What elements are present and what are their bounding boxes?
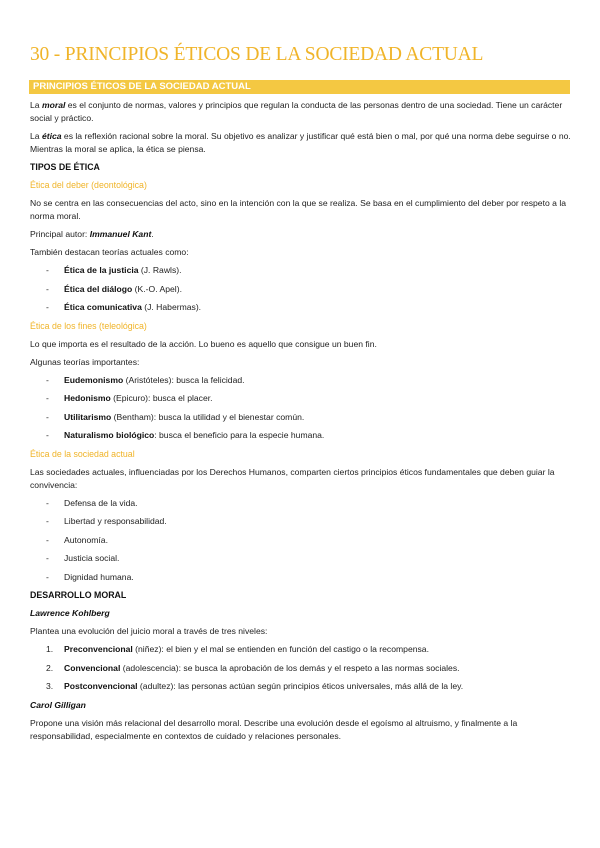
list-item: - Utilitarismo (Bentham): busca la utilidad y el bienestar común.: [30, 411, 575, 424]
section-band: [29, 80, 570, 94]
list-item: - Eudemonismo (Aristóteles): busca la felicidad.: [30, 374, 575, 387]
list-item: 3. Postconvencional (adultez): las personas actúan según principios éticos universales, más allá de la ley.: [46, 681, 464, 691]
gilligan-paragraph: Propone una visión más relacional del desarrollo moral. Describe una evolución desde el egoísmo al altruismo, y finalmente a la responsabilidad, especialmente en contextos de cuidado y relaciones personales.: [30, 717, 518, 741]
subheading-fines: Ética de los fines (teleológica): [30, 320, 147, 331]
heading-desarrollo: DESARROLLO MORAL: [30, 590, 127, 600]
list-item: - Naturalismo biológico: busca el beneficio para la especie humana.: [30, 429, 575, 442]
list-item: 1. Preconvencional (niñez): el bien y el mal se entienden en función del castigo o la recompensa.: [46, 644, 429, 654]
fines-paragraph: Lo que importa es el resultado de la acción. Lo bueno es aquello que consigue un buen fin.: [30, 338, 377, 349]
deber-paragraph: No se centra en las consecuencias del acto, sino en la intención con la que se realiza. Se basa en el cumplimiento del deber por respeto a la norma moral.: [30, 198, 567, 221]
list-item: - Autonomía.: [30, 534, 575, 547]
intro-paragraph-moral: La moral es el conjunto de normas, valores y principios que regulan la conducta de las personas dentro de una sociedad. Tiene un carácter social y práctico.: [30, 100, 563, 123]
list-item: - Ética del diálogo (K.-O. Apel).: [30, 283, 575, 296]
kohlberg-paragraph: Plantea una evolución del juicio moral a través de tres niveles:: [30, 626, 268, 636]
intro-paragraph-etica: La ética es la reflexión racional sobre la moral. Su objetivo es analizar y justificar qué está bien o mal, por qué una norma debe seguirse o no. Mientras la moral se aplica, la ética se piensa.: [30, 131, 571, 154]
heading-tipos: TIPOS DE ÉTICA: [30, 162, 100, 172]
term-moral: moral: [41, 100, 66, 110]
term-etica: ética: [41, 131, 62, 141]
list-item: - Defensa de la vida.: [30, 497, 575, 510]
sociedad-list: [30, 497, 575, 584]
list-item: - Ética comunicativa (J. Habermas).: [30, 301, 575, 314]
sociedad-paragraph: Las sociedades actuales, influenciadas por los Derechos Humanos, comparten ciertos principios éticos fundamentales que deben guiar la convivencia:: [30, 466, 555, 490]
subheading-sociedad: Ética de la sociedad actual: [30, 448, 135, 459]
list-item: - Libertad y responsabilidad.: [30, 515, 575, 528]
list-item: - Hedonismo (Epicuro): busca el placer.: [30, 392, 575, 405]
deber-autor: Principal autor: Immanuel Kant.: [30, 229, 154, 239]
list-item: - Justicia social.: [30, 552, 575, 565]
deber-list: [30, 264, 575, 314]
fines-teorias-intro: Algunas teorías importantes:: [30, 356, 140, 367]
list-item: - Dignidad humana.: [30, 571, 575, 584]
document-body: [30, 99, 575, 748]
list-item: 2. Convencional (adolescencia): se busca la aprobación de los demás y el respeto a las normas sociales.: [46, 662, 460, 673]
fines-list: [30, 374, 575, 443]
kohlberg-list: [30, 643, 575, 693]
deber-teorias-intro: También destacan teorías actuales como:: [30, 247, 189, 257]
list-item: - Ética de la justicia (J. Rawls).: [30, 264, 575, 277]
author-kohlberg: Lawrence Kohlberg: [30, 608, 110, 618]
page-title: 30 - PRINCIPIOS ÉTICOS DE LA SOCIEDAD ACTUAL: [30, 44, 484, 65]
section-band-label: PRINCIPIOS ÉTICOS DE LA SOCIEDAD ACTUAL: [33, 81, 251, 92]
subheading-deber: Ética del deber (deontológica): [30, 180, 147, 190]
author-gilligan: Carol Gilligan: [30, 699, 86, 710]
